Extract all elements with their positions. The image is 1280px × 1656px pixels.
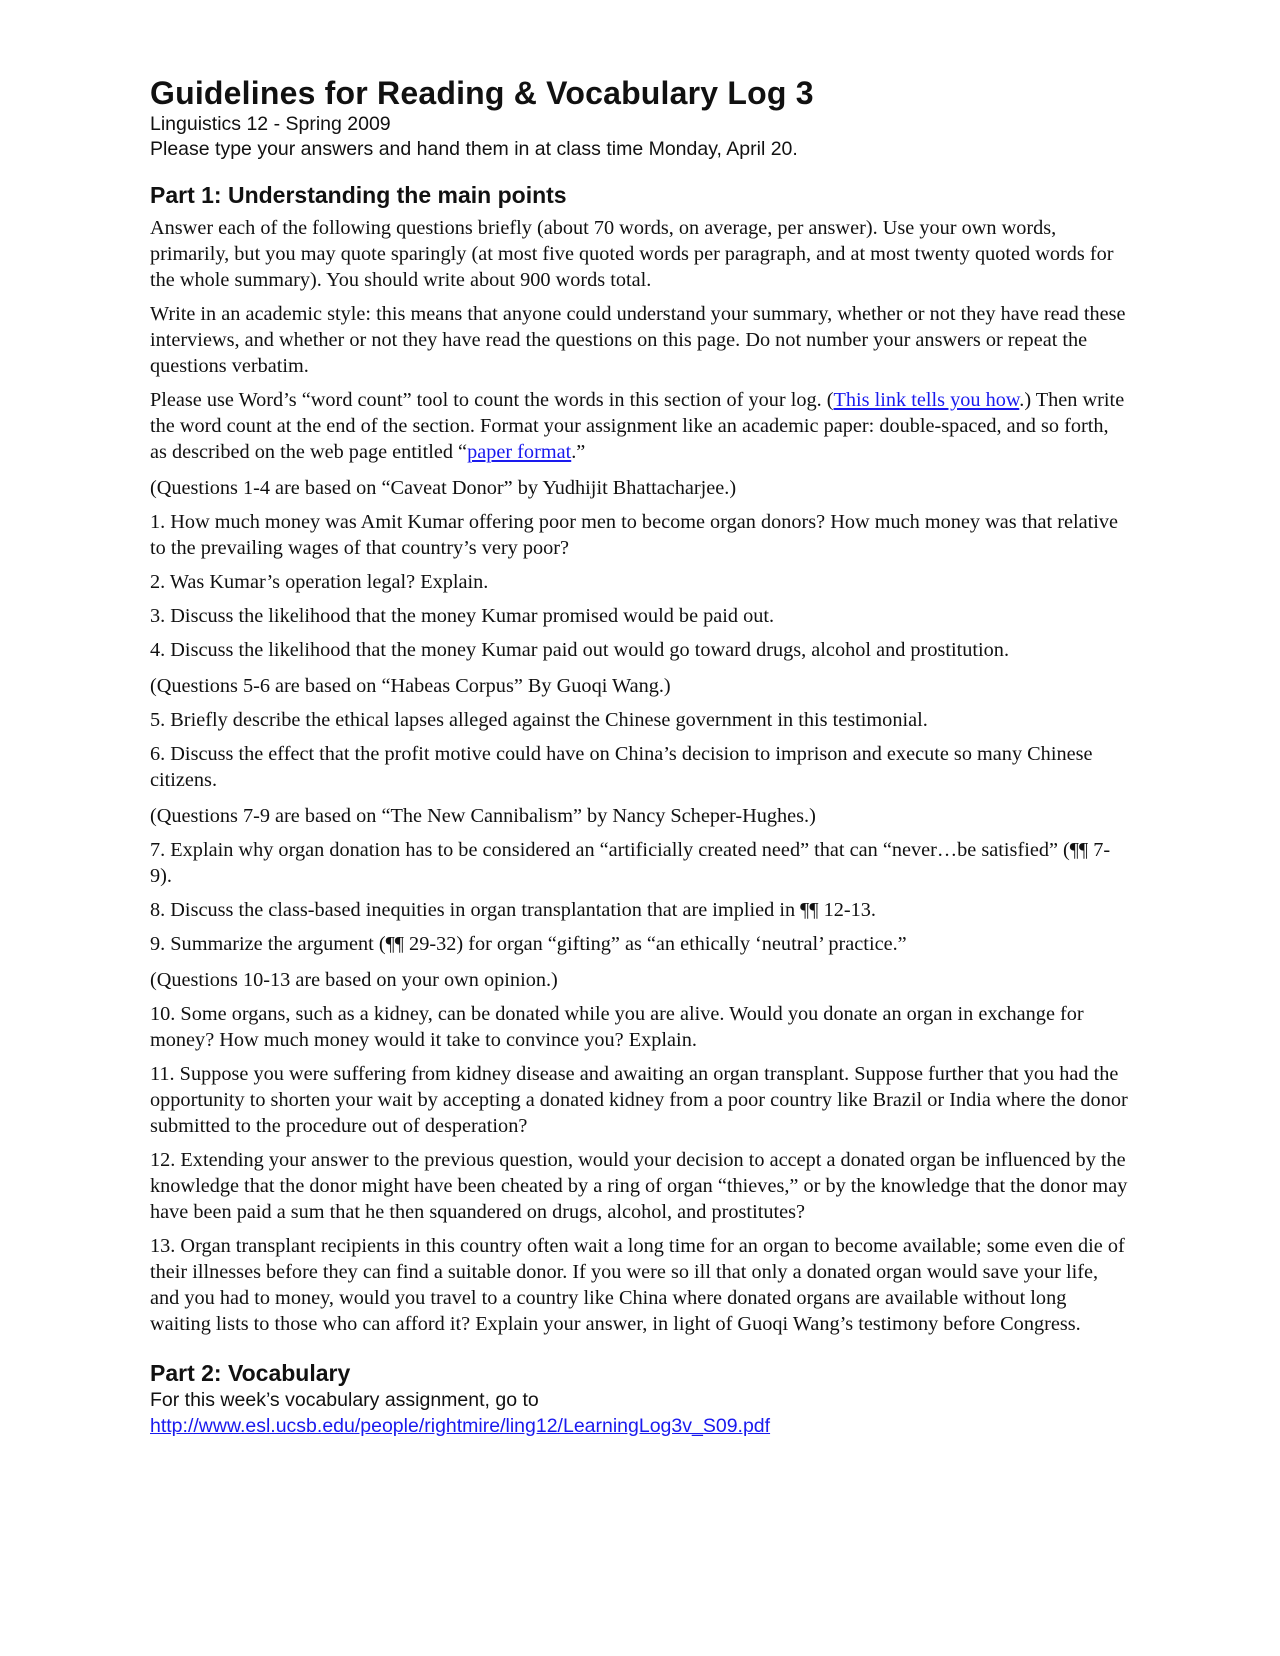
part1-heading: Part 1: Understanding the main points [150, 182, 567, 208]
question-2: 2. Was Kumar’s operation legal? Explain. [150, 571, 489, 593]
question-1: 1. How much money was Amit Kumar offering poor men to become organ donors? How much money was that relative to the prevailing wages of that country’s very poor? [150, 511, 1119, 559]
vocabulary-pdf-link[interactable]: http://www.esl.ucsb.edu/people/rightmire/ling12/LearningLog3v_S09.pdf [150, 1415, 771, 1437]
question-12: 12. Extending your answer to the previous question, would your decision to accept a donated organ be influenced by the knowledge that the donor might have been cheated by a ring of organ “thieves,” or by the knowledge that the donor may have been paid a sum that he then squandered on drugs, alcohol, and prostitutes? [150, 1149, 1128, 1223]
question-6: 6. Discuss the effect that the profit motive could have on China’s decision to imprison and execute so many Chinese citizens. [150, 743, 1093, 791]
word-count-how-link[interactable]: This link tells you how [833, 389, 1020, 411]
paper-format-link[interactable]: paper format [467, 441, 572, 463]
question-8: 8. Discuss the class-based inequities in organ transplantation that are implied in ¶¶ 12-13. [150, 899, 877, 921]
course-name: Linguistics 12 - Spring 2009 [150, 113, 391, 135]
question-7: 7. Explain why organ donation has to be considered an “artificially created need” that can “never…be satisfied” (¶¶ 7-9). [150, 839, 1111, 887]
question-group-3: (Questions 7-9 are based on “The New Cannibalism” by Nancy Scheper-Hughes.) [150, 805, 816, 827]
part1-intro-style: Write in an academic style: this means that anyone could understand your summary, whether or not they have read these interviews, and whether or not they have read the questions on this page. Do not number your answers or repeat the questions verbatim. [150, 303, 1126, 377]
part1-intro-wordcount [150, 387, 1130, 465]
vocabulary-link-line [150, 1413, 1130, 1439]
intro-text-c: .” [571, 441, 586, 463]
question-11: 11. Suppose you were suffering from kidney disease and awaiting an organ transplant. Suppose further that you had the opportunity to shorten your wait by accepting a donated kidney from a poor country like Brazil or India where the donor submitted to the procedure out of desperation? [150, 1063, 1128, 1137]
document-page [150, 74, 1130, 1439]
intro-text-a: Please use Word’s “word count” tool to count the words in this section of your log. ( [150, 389, 834, 411]
question-group-2: (Questions 5-6 are based on “Habeas Corpus” By Guoqi Wang.) [150, 675, 671, 697]
question-9: 9. Summarize the argument (¶¶ 29-32) for organ “gifting” as “an ethically ‘neutral’ practice.” [150, 933, 907, 955]
submission-instruction: Please type your answers and hand them in at class time Monday, April 20. [150, 138, 798, 160]
question-13: 13. Organ transplant recipients in this country often wait a long time for an organ to become available; some even die of their illnesses before they can find a suitable donor. If you were so ill that only a donated organ would save your life, and you had to money, would you travel to a country like China where donated organs are available without long waiting lists to those who can afford it? Explain your answer, in light of Guoqi Wang’s testimony before Congress. [150, 1235, 1125, 1335]
part2-heading: Part 2: Vocabulary [150, 1360, 351, 1386]
question-group-1: (Questions 1-4 are based on “Caveat Donor” by Yudhijit Bhattacharjee.) [150, 477, 737, 499]
question-group-4: (Questions 10-13 are based on your own opinion.) [150, 969, 558, 991]
part1-intro-length: Answer each of the following questions briefly (about 70 words, on average, per answer). Use your own words, primarily, but you may quote sparingly (at most five quoted words per paragraph, and at most twenty quoted words for the whole summary). You should write about 900 words total. [150, 217, 1114, 291]
question-4: 4. Discuss the likelihood that the money Kumar paid out would go toward drugs, alcohol and prostitution. [150, 639, 1010, 661]
question-5: 5. Briefly describe the ethical lapses alleged against the Chinese government in this testimonial. [150, 709, 928, 731]
page-title: Guidelines for Reading & Vocabulary Log 3 [150, 75, 814, 111]
intro-text-b: .) Then write the word count at the end of the section. Format your assignment like an academic paper: double-spaced, and so forth, as described on the web page entitled “ [150, 389, 1125, 463]
question-10: 10. Some organs, such as a kidney, can be donated while you are alive. Would you donate an organ in exchange for money? How much money would it take to convince you? Explain. [150, 1003, 1084, 1051]
question-3: 3. Discuss the likelihood that the money Kumar promised would be paid out. [150, 605, 775, 627]
vocabulary-instruction: For this week’s vocabulary assignment, go to [150, 1389, 539, 1411]
